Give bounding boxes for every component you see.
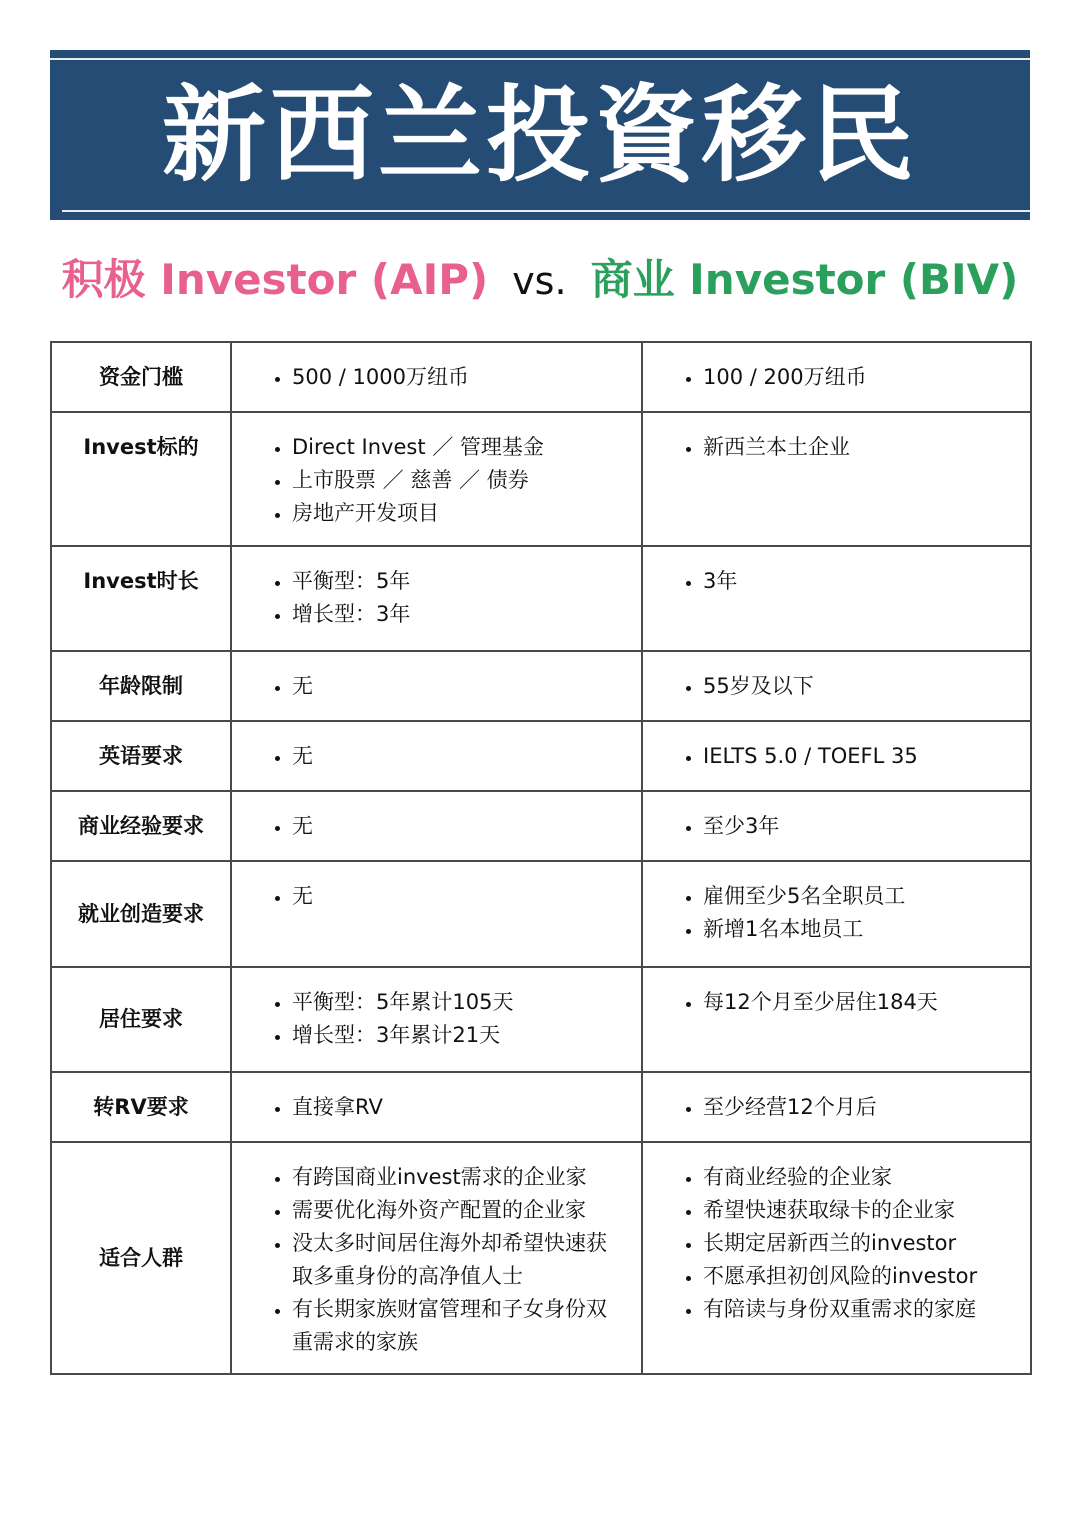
aip-cell [231, 967, 642, 1072]
biv-heading: 商业 Investor (BIV) [590, 255, 1019, 304]
page-title: 新西兰投資移民 [161, 73, 918, 196]
row-label: 适合人群 [51, 1142, 231, 1374]
biv-list [643, 413, 1030, 474]
list-item: • 有跨国商业invest需求的企业家 [292, 1161, 627, 1194]
table-row [51, 791, 1031, 861]
row-label: 商业经验要求 [51, 791, 231, 861]
aip-list [232, 1073, 641, 1134]
list-item: • 增长型：3年 [292, 598, 627, 631]
aip-list [232, 343, 641, 404]
list-item: • 有陪读与身份双重需求的家庭 [703, 1293, 1016, 1326]
aip-list [232, 1143, 641, 1369]
aip-cell [231, 791, 642, 861]
row-label: 年龄限制 [51, 651, 231, 721]
biv-cell [642, 412, 1031, 546]
row-label: 转RV要求 [51, 1072, 231, 1142]
aip-heading: 积极 Investor (AIP) [61, 255, 489, 304]
biv-list [643, 343, 1030, 404]
biv-list [643, 547, 1030, 608]
biv-cell [642, 546, 1031, 651]
biv-list [643, 792, 1030, 853]
table-row [51, 342, 1031, 412]
aip-list [232, 547, 641, 641]
list-item: • 55岁及以下 [703, 670, 1016, 703]
banner-bottom-rule [62, 210, 1030, 212]
list-item: • 上市股票 ／ 慈善 ／ 债券 [292, 464, 627, 497]
list-item: • 希望快速获取绿卡的企业家 [703, 1194, 1016, 1227]
biv-list [643, 1143, 1030, 1336]
list-item: • Direct Invest ／ 管理基金 [292, 431, 627, 464]
table-row [51, 861, 1031, 967]
biv-cell [642, 342, 1031, 412]
table-row [51, 1142, 1031, 1374]
list-item: • 无 [292, 880, 627, 913]
list-item: • 长期定居新西兰的investor [703, 1227, 1016, 1260]
aip-cell [231, 1142, 642, 1374]
biv-cell [642, 791, 1031, 861]
row-label: 资金门槛 [51, 342, 231, 412]
aip-list [232, 722, 641, 783]
aip-cell [231, 342, 642, 412]
list-item: • 无 [292, 670, 627, 703]
list-item: • 新西兰本土企业 [703, 431, 1016, 464]
aip-cell [231, 412, 642, 546]
biv-list [643, 862, 1030, 956]
list-item: • 不愿承担初创风险的investor [703, 1260, 1016, 1293]
list-item: • 直接拿RV [292, 1091, 627, 1124]
list-item: • 至少3年 [703, 810, 1016, 843]
table-row [51, 651, 1031, 721]
biv-cell [642, 1072, 1031, 1142]
list-item: • IELTS 5.0 / TOEFL 35 [703, 740, 1016, 773]
row-label: 就业创造要求 [51, 861, 231, 967]
aip-list [232, 968, 641, 1062]
list-item: • 新增1名本地员工 [703, 913, 1016, 946]
table-row [51, 967, 1031, 1072]
aip-list [232, 413, 641, 540]
list-item: • 每12个月至少居住184天 [703, 986, 1016, 1019]
biv-cell [642, 651, 1031, 721]
table-row [51, 1072, 1031, 1142]
list-item: • 房地产开发项目 [292, 497, 627, 530]
list-item: • 有商业经验的企业家 [703, 1161, 1016, 1194]
list-item: • 需要优化海外资产配置的企业家 [292, 1194, 627, 1227]
list-item: • 没太多时间居住海外却希望快速获取多重身份的高净值人士 [292, 1227, 627, 1293]
list-item: • 雇佣至少5名全职员工 [703, 880, 1016, 913]
aip-cell [231, 721, 642, 791]
biv-cell [642, 861, 1031, 967]
comparison-table [50, 341, 1032, 1375]
list-item: • 增长型：3年累计21天 [292, 1019, 627, 1052]
aip-list [232, 862, 641, 923]
aip-list [232, 652, 641, 713]
aip-cell [231, 861, 642, 967]
list-item: • 至少经营12个月后 [703, 1091, 1016, 1124]
list-item: • 平衡型：5年累计105天 [292, 986, 627, 1019]
row-label: 居住要求 [51, 967, 231, 1072]
biv-list [643, 968, 1030, 1029]
list-item: • 500 / 1000万纽币 [292, 361, 627, 394]
aip-cell [231, 1072, 642, 1142]
vs-label: vs. [512, 259, 567, 303]
list-item: • 100 / 200万纽币 [703, 361, 1016, 394]
table-row [51, 412, 1031, 546]
banner-top-rule [50, 58, 1030, 60]
aip-list [232, 792, 641, 853]
row-label: Invest时长 [51, 546, 231, 651]
list-item: • 无 [292, 740, 627, 773]
biv-cell [642, 1142, 1031, 1374]
biv-cell [642, 967, 1031, 1072]
biv-list [643, 722, 1030, 783]
biv-list [643, 1073, 1030, 1134]
list-item: • 无 [292, 810, 627, 843]
list-item: • 有长期家族财富管理和子女身份双重需求的家族 [292, 1293, 627, 1359]
row-label: 英语要求 [51, 721, 231, 791]
aip-cell [231, 546, 642, 651]
table-row [51, 721, 1031, 791]
biv-list [643, 652, 1030, 713]
biv-cell [642, 721, 1031, 791]
aip-cell [231, 651, 642, 721]
list-item: • 3年 [703, 565, 1016, 598]
table-row [51, 546, 1031, 651]
comparison-heading [50, 250, 1030, 311]
title-banner [50, 50, 1030, 220]
row-label: Invest标的 [51, 412, 231, 546]
list-item: • 平衡型：5年 [292, 565, 627, 598]
